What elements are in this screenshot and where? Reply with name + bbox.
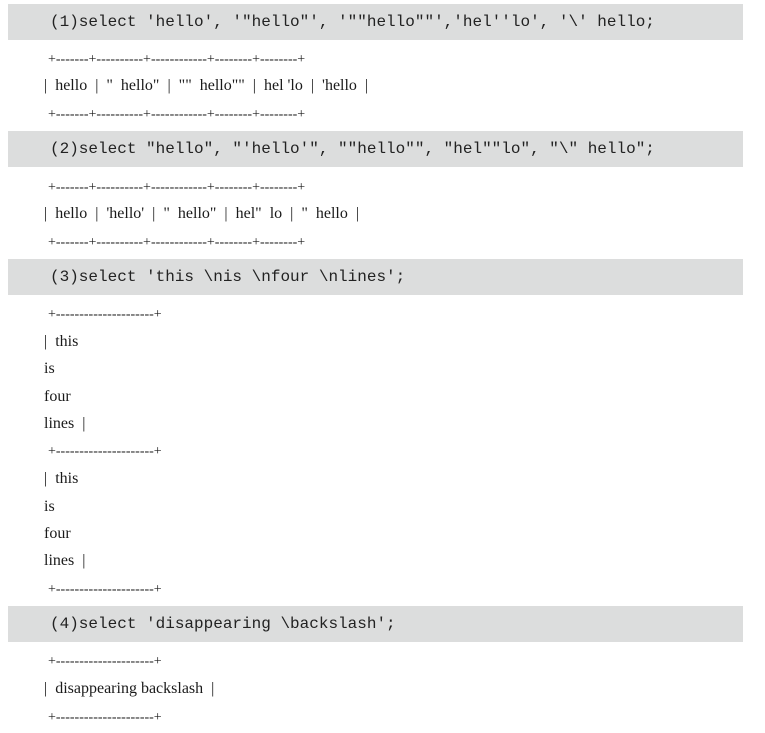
query-1-command-bar	[8, 4, 743, 40]
query-2-command: (2)select "hello", "'hello'", ""hello"", "hel""lo", "\" hello";	[50, 140, 655, 158]
query-3-line-b4: lines |	[44, 552, 86, 569]
query-3-border-middle: +---------------------+	[48, 444, 162, 459]
query-3-line-b2: is	[44, 498, 55, 515]
query-3-line-a3: four	[44, 388, 71, 405]
query-3-command-bar	[8, 259, 743, 295]
query-1-border-top: +-------+----------+------------+--------+--------+	[48, 52, 306, 67]
query-3-command: (3)select 'this \nis \nfour \nlines';	[50, 268, 406, 286]
query-2-border-top: +-------+----------+------------+--------+--------+	[48, 180, 306, 195]
query-3-line-a2: is	[44, 360, 55, 377]
query-4-border-bottom: +---------------------+	[48, 710, 162, 725]
query-1-command: (1)select 'hello', '"hello"', '""hello""','hel''lo', '\' hello;	[50, 13, 655, 31]
query-4-command-bar	[8, 606, 743, 642]
query-4-command: (4)select 'disappearing \backslash';	[50, 615, 396, 633]
query-3-border-bottom: +---------------------+	[48, 582, 162, 597]
query-3-line-b1: | this	[44, 470, 79, 487]
query-4-result-row: | disappearing backslash |	[44, 680, 215, 697]
query-3-border-top: +---------------------+	[48, 307, 162, 322]
query-2-result-row: | hello | 'hello' | " hello" | hel" lo | " hello |	[44, 205, 360, 222]
query-3-line-b3: four	[44, 525, 71, 542]
query-1-result-row: | hello | " hello" | "" hello"" | hel 'lo | 'hello |	[44, 77, 369, 94]
query-3-line-a4: lines |	[44, 415, 86, 432]
query-1-border-bottom: +-------+----------+------------+--------+--------+	[48, 107, 306, 122]
query-4-border-top: +---------------------+	[48, 654, 162, 669]
query-2-command-bar	[8, 131, 743, 167]
query-3-line-a1: | this	[44, 333, 79, 350]
query-2-border-bottom: +-------+----------+------------+--------+--------+	[48, 235, 306, 250]
